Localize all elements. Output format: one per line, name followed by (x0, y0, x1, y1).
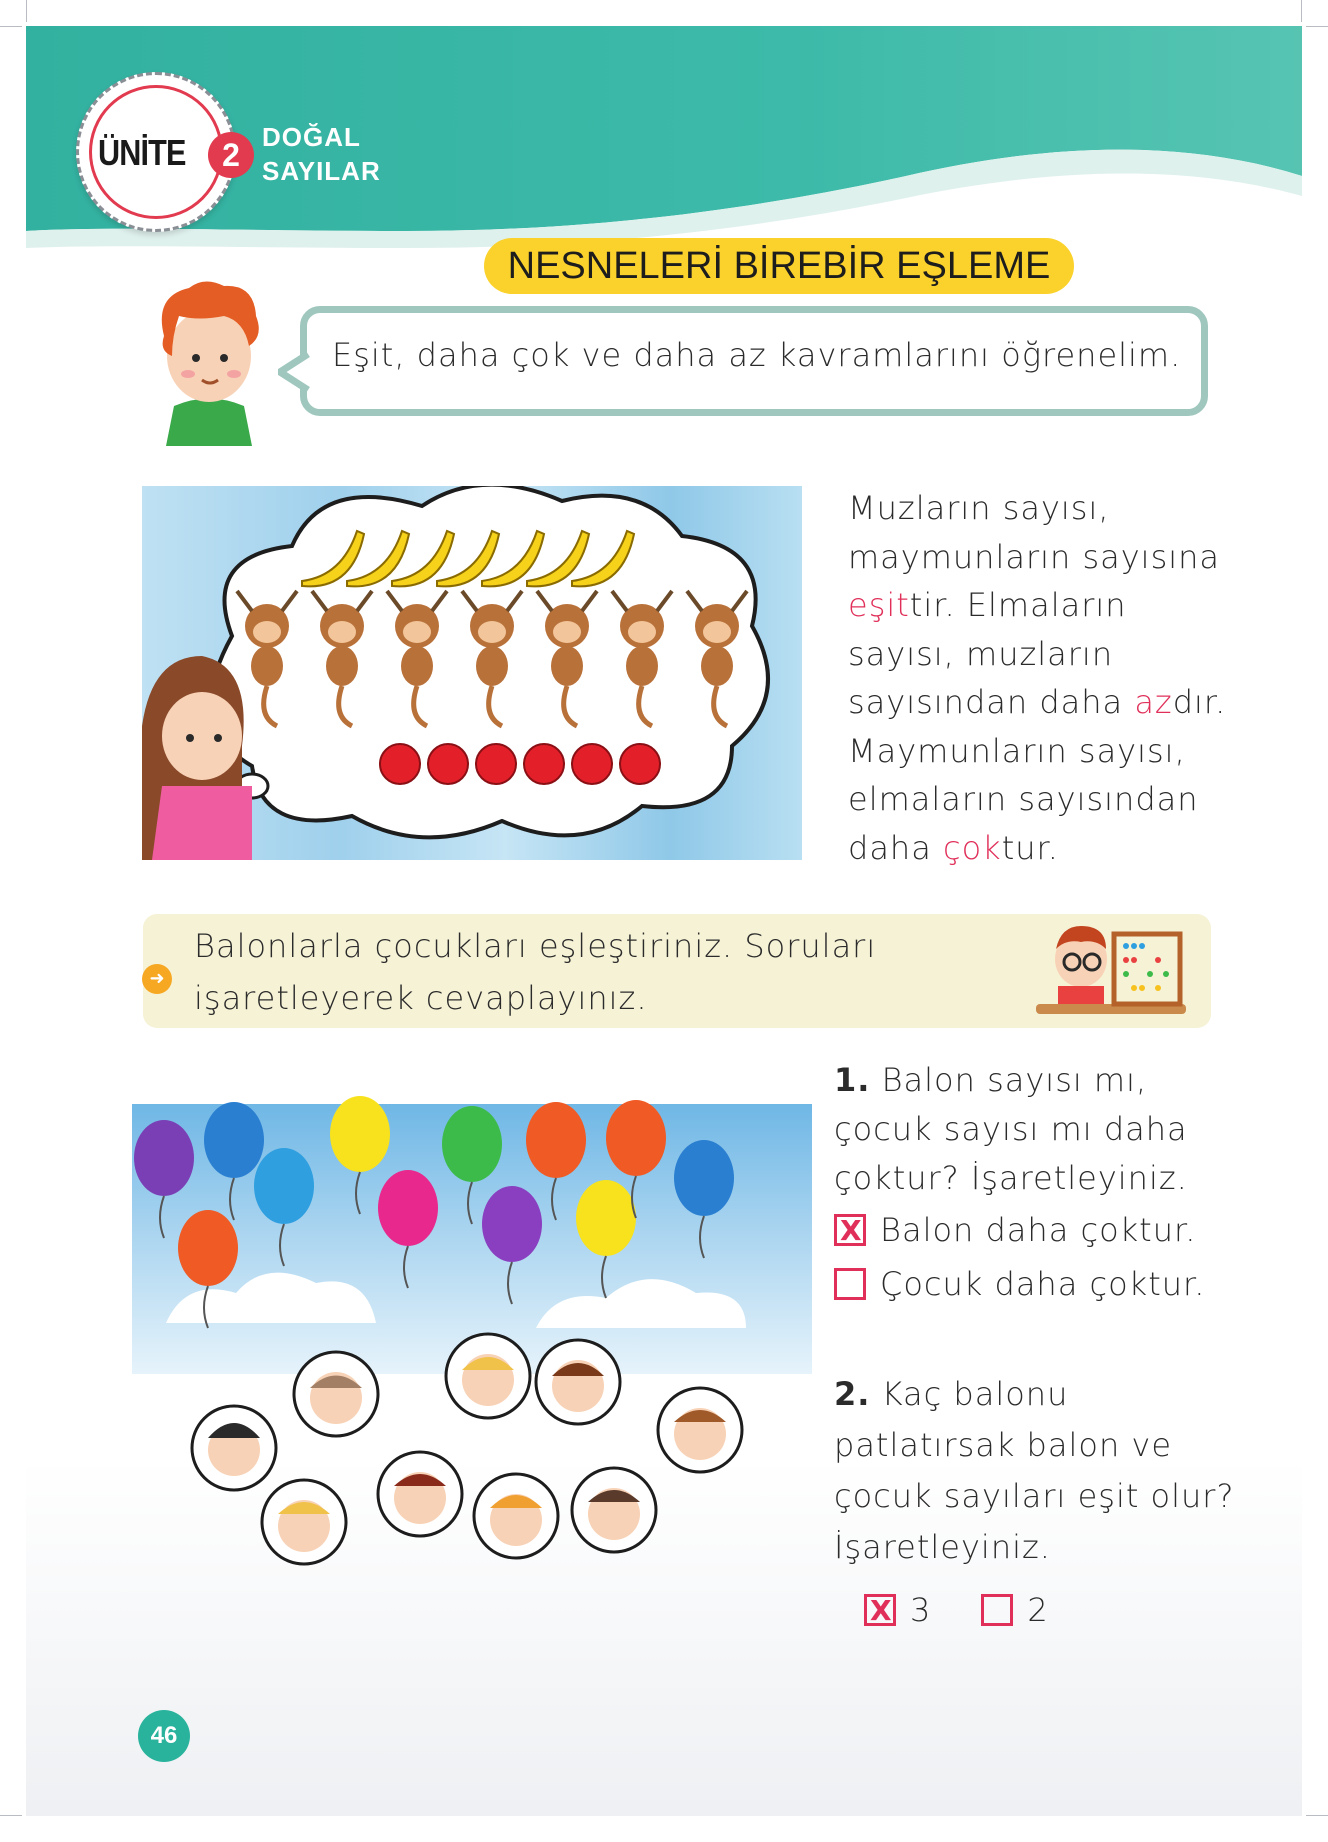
textbook-page (26, 26, 1302, 1816)
boy-illustration (144, 276, 274, 446)
abacus-boy-illustration (1036, 914, 1186, 1024)
arrow-right-icon: ➜ (142, 964, 172, 994)
crop-mark (1306, 26, 1328, 27)
speech-tail (278, 352, 310, 392)
unit-title (262, 120, 381, 188)
comparison-line: maymunların sayısına (848, 537, 1221, 576)
comparison-line: Maymunların sayısı, (848, 731, 1186, 770)
page-number: 46 (138, 1710, 190, 1762)
highlight-equal: eşit (848, 586, 910, 624)
comparison-line: sayısı, muzların (848, 634, 1114, 673)
comparison-text (848, 484, 1228, 872)
q1-line: çocuk sayısı mı daha (834, 1110, 1188, 1148)
q2-option-label: 2 (1027, 1591, 1049, 1629)
thought-illustration (142, 486, 802, 860)
highlight-less: az (1134, 683, 1173, 721)
children-faces (192, 1334, 742, 1564)
q1-line: 1. Balon sayısı mı, (834, 1061, 1148, 1099)
comparison-line: elmaların sayısından (848, 780, 1199, 818)
comparison-line: Muzların sayısı, (848, 489, 1110, 527)
comparison-line: sayısından daha azdır. (848, 683, 1227, 721)
q2-option-label: 3 (910, 1591, 932, 1629)
q1-option-child[interactable]: Çocuk daha çoktur. (834, 1257, 1254, 1311)
unit-title-line: SAYILAR (262, 156, 381, 186)
q1-option-balloon[interactable]: X Balon daha çoktur. (834, 1203, 1254, 1257)
comparison-line: eşittir. Elmaların (848, 586, 1127, 624)
crop-mark (0, 1815, 22, 1816)
q1-line: çoktur? İşaretleyiniz. (834, 1159, 1188, 1197)
instruction-line: Balonlarla çocukları eşleştiriniz. Soruları (194, 927, 877, 965)
q2-line: İşaretleyiniz. (834, 1528, 1051, 1566)
comparison-line: daha çoktur. (848, 828, 1059, 867)
q2-line: çocuk sayıları eşit olur? (834, 1477, 1235, 1515)
balloons-children-illustration (126, 1078, 846, 1618)
thought-scene (142, 486, 802, 860)
q2-line: 2. Kaç balonu (834, 1375, 1069, 1413)
checkbox-empty[interactable] (981, 1594, 1013, 1626)
crop-mark (1306, 1815, 1328, 1816)
checkbox-checked[interactable] (834, 1214, 866, 1246)
unit-label: ÜNİTE (98, 132, 186, 173)
highlight-more: çok (942, 828, 1002, 867)
checkbox-checked[interactable] (864, 1594, 896, 1626)
checkbox-empty[interactable] (834, 1268, 866, 1300)
unit-title-line: DOĞAL (262, 122, 361, 152)
girl-thinking (142, 656, 252, 860)
instruction-text (194, 920, 894, 1024)
q2-line: patlatırsak balon ve (834, 1426, 1173, 1464)
q2-number: 2. (834, 1375, 871, 1413)
q2-options (834, 1583, 1254, 1637)
crop-mark (26, 0, 27, 22)
section-title: NESNELERİ BİREBİR EŞLEME (484, 238, 1074, 294)
crop-mark (1301, 0, 1302, 22)
unit-number: 2 (208, 132, 254, 178)
q1-number: 1. (834, 1061, 871, 1099)
crop-mark (0, 26, 22, 27)
instruction-line: işaretleyerek cevaplayınız. (194, 979, 648, 1017)
speech-text: Eşit, daha çok ve daha az kavramlarını öğrenelim. (332, 336, 1182, 374)
questions-column (834, 1056, 1254, 1637)
